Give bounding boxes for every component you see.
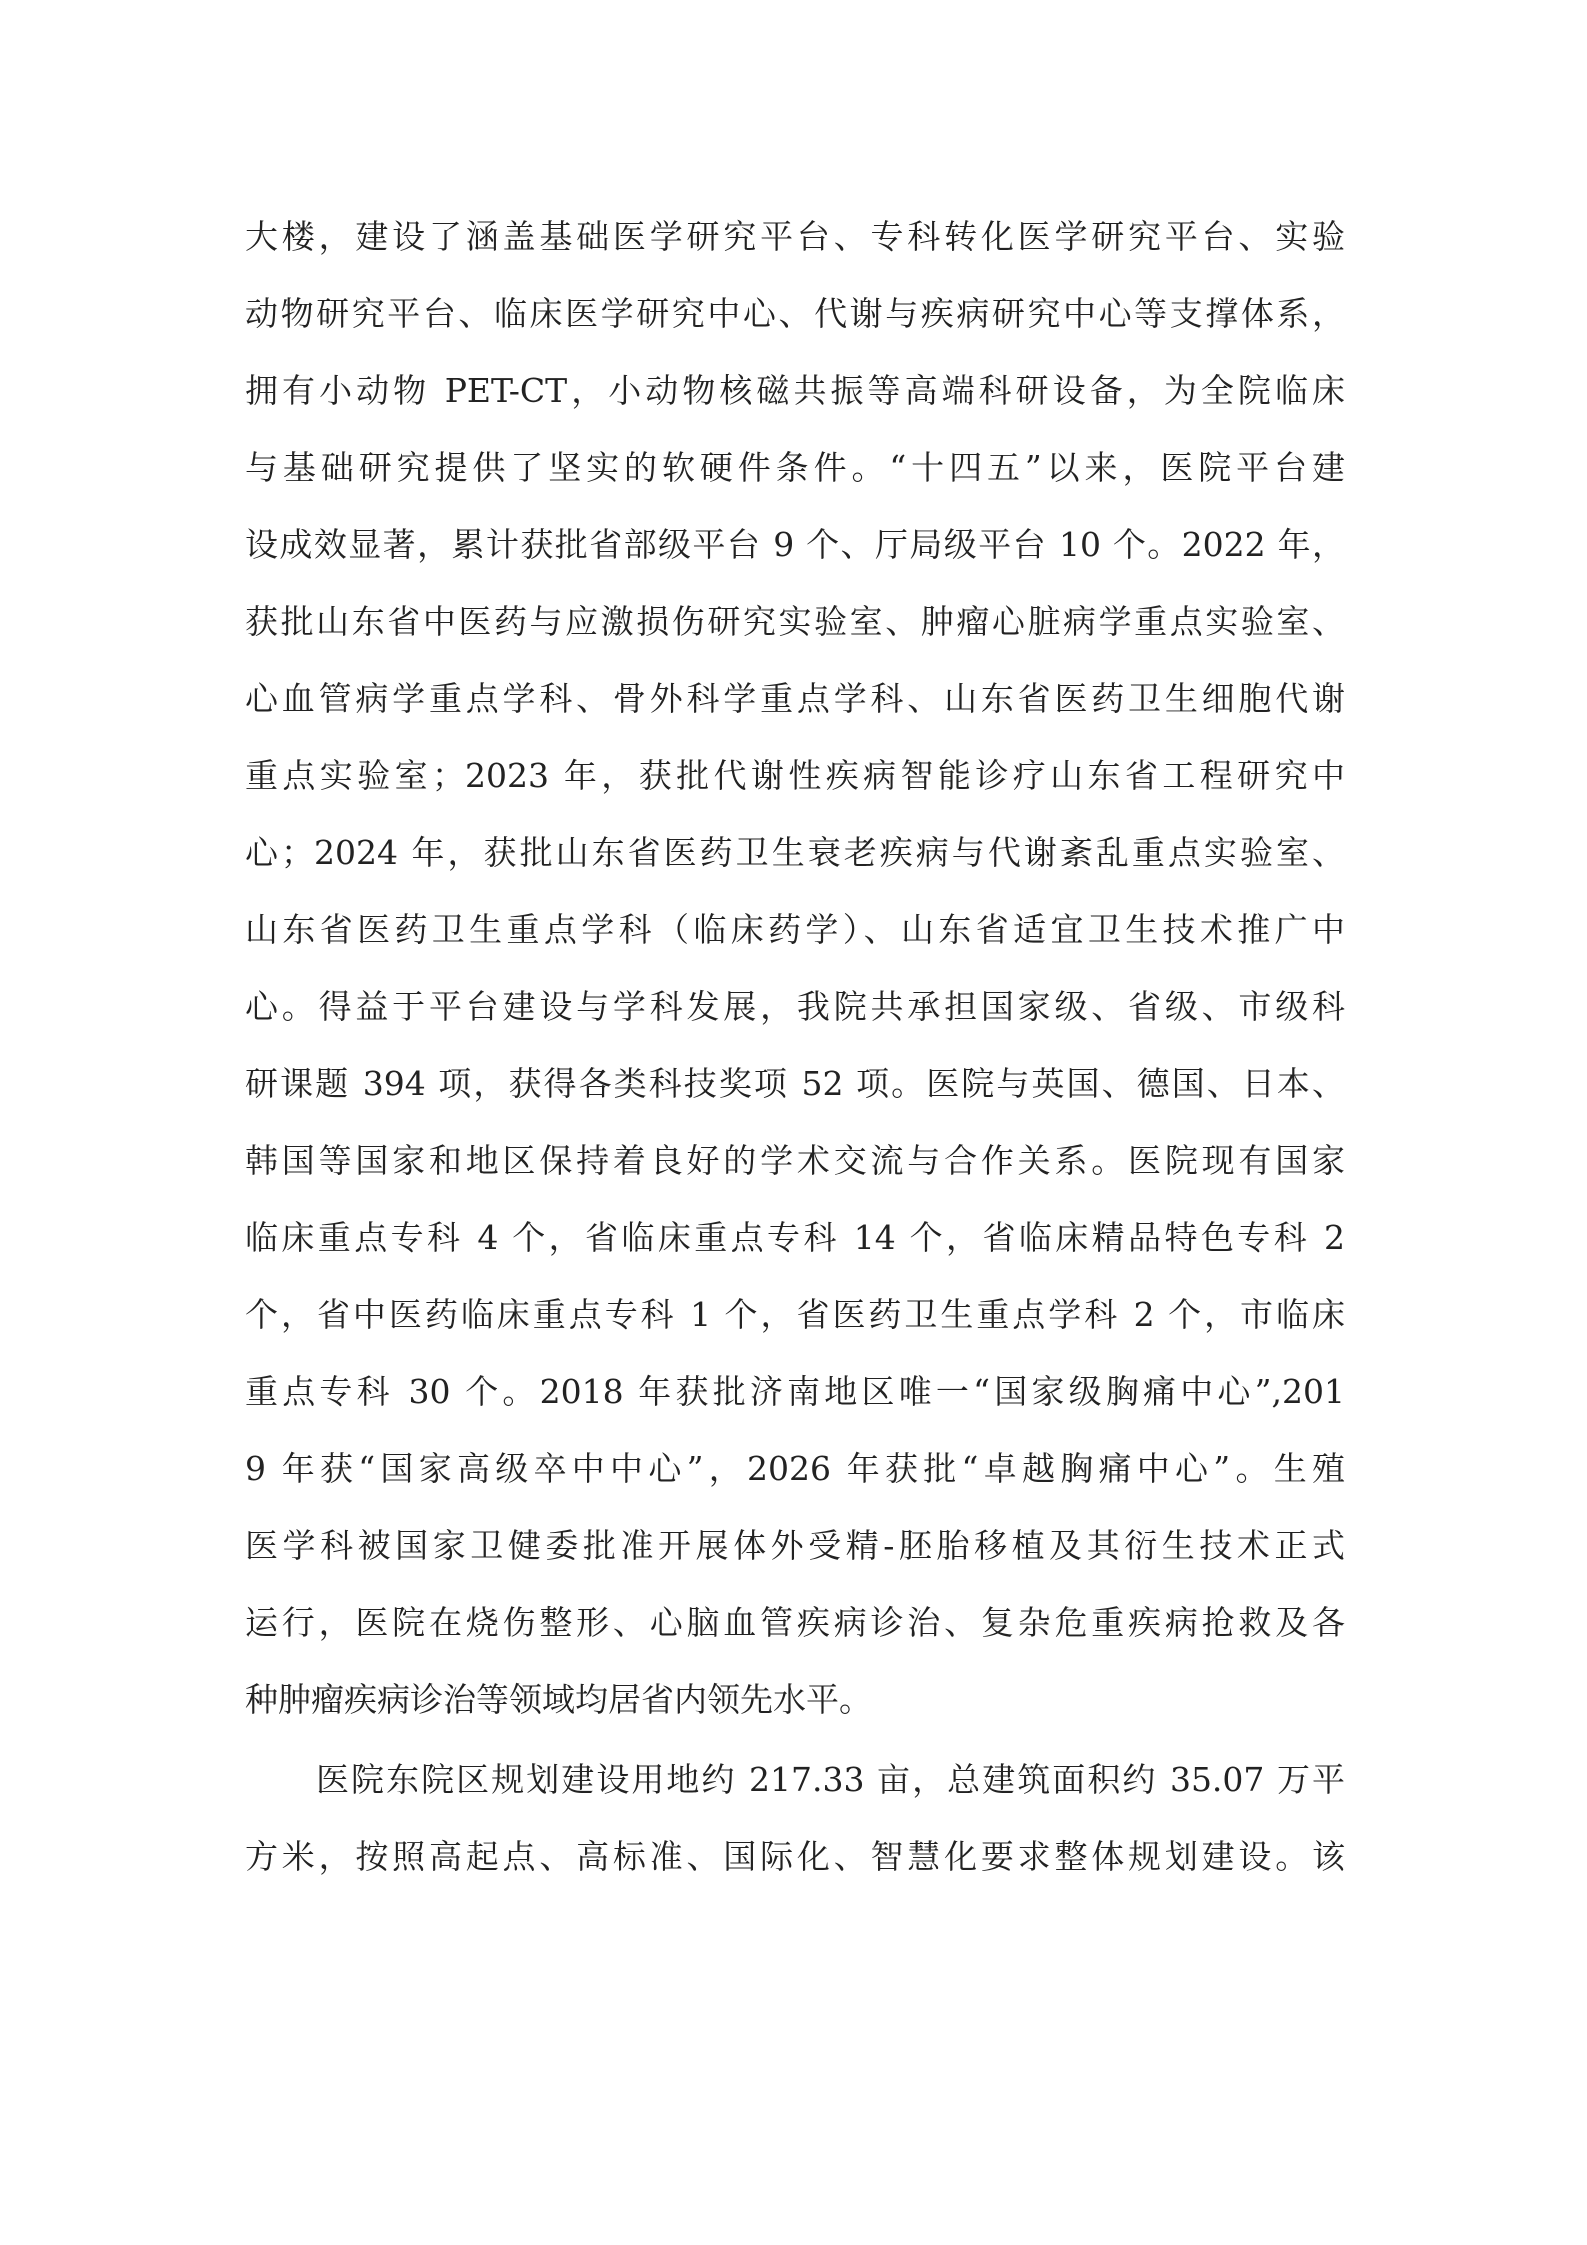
text-line: 韩国等国家和地区保持着良好的学术交流与合作关系。医院现有国家 (245, 1141, 1345, 1180)
text-line: 9 年获“国家高级卒中中心”，2026 年获批“卓越胸痛中心”。生殖 (245, 1449, 1345, 1488)
text-line: 个，省中医药临床重点专科 1 个，省医药卫生重点学科 2 个，市临床 (245, 1295, 1345, 1334)
text-line: 运行，医院在烧伤整形、心脑血管疾病诊治、复杂危重疾病抢救及各 (245, 1603, 1345, 1642)
text-line: 研课题 394 项，获得各类科技奖项 52 项。医院与英国、德国、日本、 (245, 1064, 1345, 1103)
text-line: 心血管病学重点学科、骨外科学重点学科、山东省医药卫生细胞代谢 (245, 679, 1345, 718)
text-line: 临床重点专科 4 个，省临床重点专科 14 个，省临床精品特色专科 2 (245, 1218, 1345, 1257)
text-line: 与基础研究提供了坚实的软硬件条件。“十四五”以来，医院平台建 (245, 448, 1345, 487)
text-line: 设成效显著，累计获批省部级平台 9 个、厅局级平台 10 个。2022 年， (245, 525, 1345, 564)
text-line: 获批山东省中医药与应激损伤研究实验室、肿瘤心脏病学重点实验室、 (245, 602, 1345, 641)
text-line: 重点专科 30 个。2018 年获批济南地区唯一“国家级胸痛中心”,201 (245, 1372, 1345, 1411)
paragraph-end-line: 种肿瘤疾病诊治等领域均居省内领先水平。 (245, 1680, 872, 1719)
text-line: 山东省医药卫生重点学科（临床药学）、山东省适宜卫生技术推广中 (245, 910, 1345, 949)
text-line: 心；2024 年，获批山东省医药卫生衰老疾病与代谢紊乱重点实验室、 (245, 833, 1345, 872)
text-line: 重点实验室；2023 年，获批代谢性疾病智能诊疗山东省工程研究中 (245, 756, 1345, 795)
text-line: 方米，按照高起点、高标准、国际化、智慧化要求整体规划建设。该 (245, 1837, 1345, 1876)
text-line: 动物研究平台、临床医学研究中心、代谢与疾病研究中心等支撑体系， (245, 294, 1345, 333)
text-line: 大楼，建设了涵盖基础医学研究平台、专科转化医学研究平台、实验 (245, 217, 1345, 256)
text-line: 医学科被国家卫健委批准开展体外受精-胚胎移植及其衍生技术正式 (245, 1526, 1345, 1565)
text-line: 拥有小动物 PET-CT，小动物核磁共振等高端科研设备，为全院临床 (245, 371, 1345, 410)
text-line: 心。得益于平台建设与学科发展，我院共承担国家级、省级、市级科 (245, 987, 1345, 1026)
paragraph-first-line: 医院东院区规划建设用地约 217.33 亩，总建筑面积约 35.07 万平 (316, 1760, 1345, 1799)
